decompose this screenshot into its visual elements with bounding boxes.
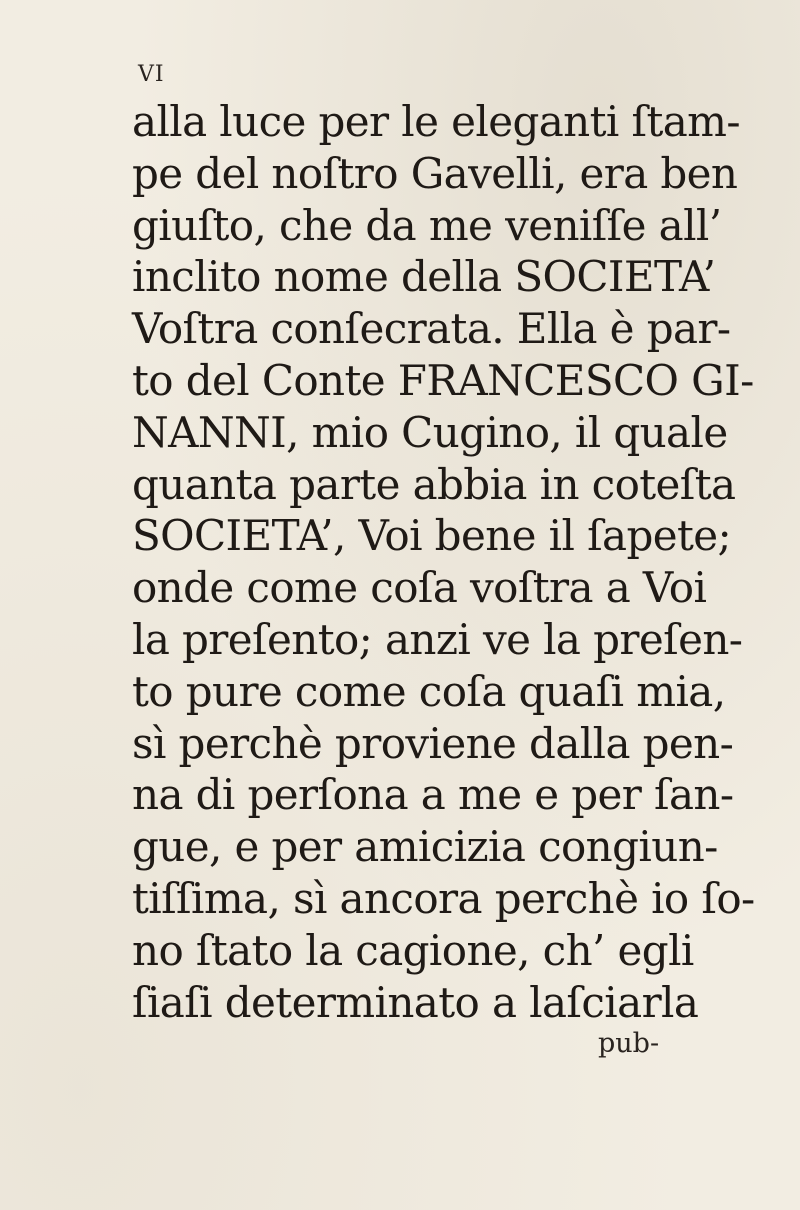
- text-line: tiſſima, sì ancora perchè io ſo-: [132, 873, 755, 923]
- text-line: alla luce per le eleganti ſtam-: [132, 97, 740, 146]
- text-line: gue, e per amicizia congiun-: [132, 822, 718, 872]
- page-number: VI: [138, 62, 165, 87]
- text-line: NANNI, mio Cugino, il quale: [132, 407, 728, 457]
- text-line: na di perſona a me e per ſan-: [132, 770, 734, 820]
- text-line: giuſto, che da me veniſſe all’: [132, 200, 722, 250]
- text-line: to pure come coſa quaſi mia,: [132, 666, 726, 716]
- text-line: to del Conte FRANCESCO GI-: [132, 355, 754, 405]
- text-line: sì perchè proviene dalla pen-: [132, 718, 734, 768]
- body-text: [132, 96, 772, 1028]
- text-line: inclito nome della SOCIETA’: [132, 252, 716, 302]
- catchword: pub-: [598, 1028, 660, 1059]
- text-line: no ſtato la cagione, ch’ egli: [132, 925, 694, 975]
- text-line: ſiaſi determinato a laſciarla: [132, 977, 699, 1027]
- text-line: Voſtra conſecrata. Ella è par-: [132, 304, 731, 354]
- text-line: quanta parte abbia in coteſta: [132, 459, 736, 509]
- text-line: onde come coſa voſtra a Voi: [132, 563, 707, 613]
- text-line: pe del noſtro Gavelli, era ben: [132, 148, 738, 198]
- text-line: la preſento; anzi ve la preſen-: [132, 614, 743, 664]
- text-line: SOCIETA’, Voi bene il ſapete;: [132, 511, 732, 561]
